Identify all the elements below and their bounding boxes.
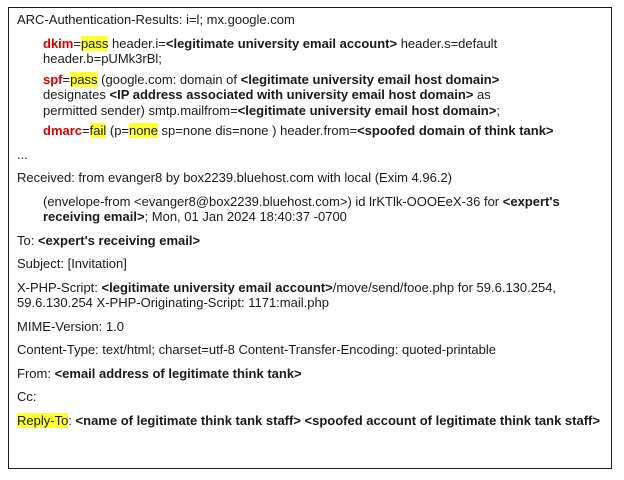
spf-eq: =: [62, 71, 71, 87]
spf-key: spf: [43, 71, 63, 87]
reply-to-colon: :: [68, 412, 76, 428]
subject-header: Subject: [Invitation]: [17, 256, 127, 271]
dkim-text-3: header.b=pUMk3rBl;: [43, 51, 162, 66]
received-envelope: [17, 194, 603, 225]
dmarc-eq: =: [82, 123, 90, 138]
spf-text-3: as: [473, 87, 491, 102]
dmarc-key: dmarc: [43, 123, 83, 138]
dmarc-fail-highlight: fail: [89, 123, 107, 138]
x-php-script-header: [17, 280, 617, 311]
dmarc-result: [17, 123, 603, 139]
from-value: <email address of legitimate think tank>: [54, 365, 302, 381]
xphp-text-3: 59.6.130.254 X-PHP-Originating-Script: 1171:mail.php: [17, 295, 329, 310]
from-header: [17, 366, 617, 382]
spf-text-1: (google.com: domain of: [97, 71, 241, 87]
email-header-document: [17, 12, 617, 428]
ellipsis: ...: [17, 146, 28, 162]
dkim-pass-highlight: pass: [80, 35, 109, 51]
cc-header: Cc:: [17, 389, 37, 404]
to-label: To:: [17, 232, 38, 248]
spf-host-domain: <legitimate university email host domain>: [240, 71, 500, 87]
spf-result: [17, 72, 603, 119]
dkim-result: [17, 36, 603, 67]
spf-ip-address: <IP address associated with university email host domain>: [109, 87, 474, 102]
xphp-account: <legitimate university email account>: [101, 279, 333, 295]
spf-pass-highlight: pass: [70, 71, 98, 87]
dmarc-policy-highlight: none: [129, 123, 158, 138]
mime-version-header: MIME-Version: 1.0: [17, 318, 124, 334]
dkim-key: dkim: [43, 35, 74, 51]
reply-to-name: <name of legitimate think tank staff>: [75, 412, 301, 428]
xphp-text-2: /move/send/fooe.php for 59.6.130.254,: [332, 279, 557, 295]
received-header: Received: from evanger8 by box2239.bluehost.com with local (Exim 4.96.2): [17, 170, 452, 185]
reply-to-header: [17, 413, 617, 429]
content-type-header: Content-Type: text/html; charset=utf-8 Content-Transfer-Encoding: quoted-printable: [17, 342, 496, 357]
dkim-account: <legitimate university email account>: [165, 35, 398, 51]
dmarc-spoofed-domain: <spoofed domain of think tank>: [357, 123, 554, 138]
spf-mailfrom-domain: <legitimate university email host domain>: [237, 102, 497, 118]
to-header: [17, 233, 617, 249]
arc-authentication-results: ARC-Authentication-Results: i=l; mx.google.com: [17, 12, 295, 27]
dmarc-text-2: sp=none dis=none ) header.from=: [157, 123, 358, 138]
spf-text-2: designates: [43, 87, 110, 102]
received-text-2: ; Mon, 01 Jan 2024 18:40:37 -0700: [144, 209, 347, 224]
dkim-text-2: header.s=default: [397, 35, 498, 51]
spf-text-4: permitted sender) smtp.mailfrom=: [43, 102, 238, 118]
reply-to-label-highlight: Reply-To: [17, 412, 69, 428]
reply-to-spoofed-account: <spoofed account of legitimate think tank staff>: [300, 412, 600, 428]
from-label: From:: [17, 365, 55, 381]
xphp-text-1: X-PHP-Script:: [17, 279, 102, 295]
received-text-1: (envelope-from <evanger8@box2239.bluehost.com>) id lrKTlk-OOOEeX-36 for: [43, 193, 503, 209]
to-value: <expert's receiving email>: [37, 232, 201, 248]
dkim-eq: =: [73, 35, 81, 51]
dkim-text-1: header.i=: [108, 35, 166, 51]
spf-text-5: ;: [496, 102, 500, 118]
received-expert-2: receiving email>: [43, 209, 145, 224]
dmarc-text-1: (p=: [106, 123, 130, 138]
received-expert-1: <expert's: [502, 193, 560, 209]
